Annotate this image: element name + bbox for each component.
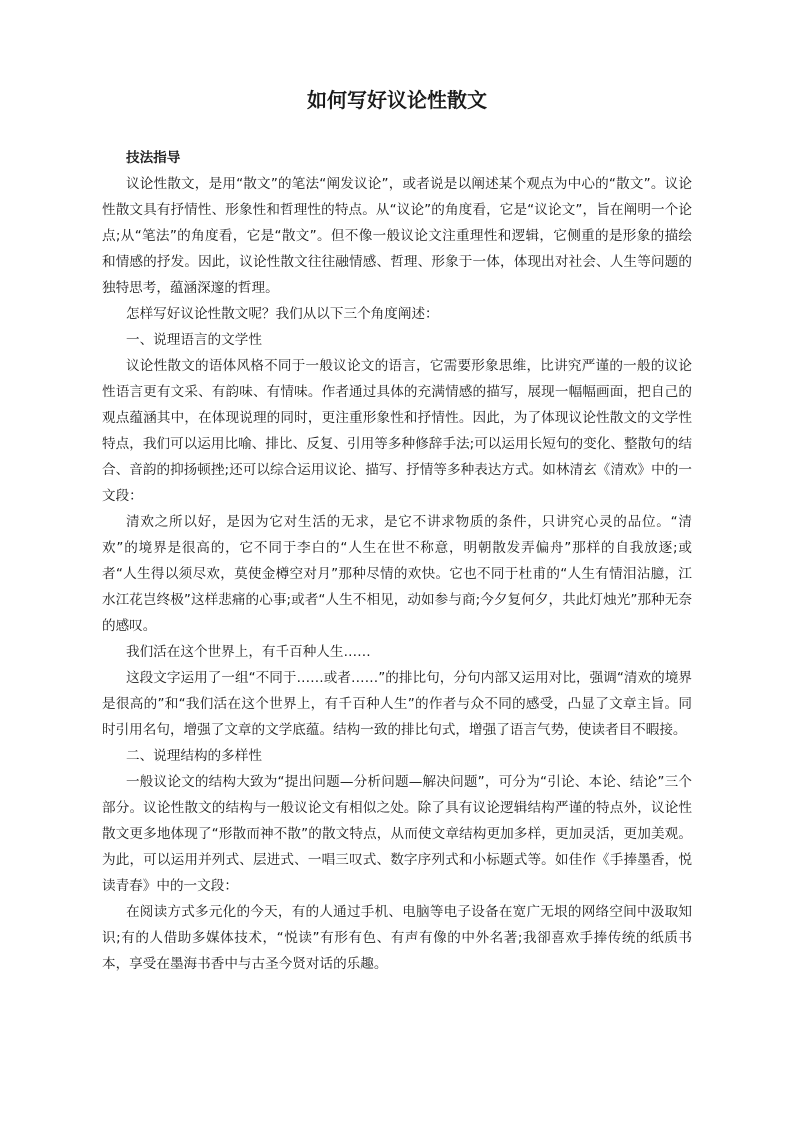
paragraph-definition: 议论性散文，是用“散文”的笔法“阐发议论”，或者说是以阐述某个观点为中心的“散文”。议论性散文具有抒情性、形象性和哲理性的特点。从“议论”的角度看，它是“议论文”，旨在阐明一个论点;从“笔法”的角度看，它是“散文”。但不像一般议论文注重理性和逻辑，它侧重的是形象的描绘和情感的抒发。因此，议论性散文往往融情感、哲理、形象于一体，体现出对社会、人生等问题的独特思考，蕴涵深邃的哲理。 xyxy=(102,176,692,296)
paragraph-structure-variety: 一般议论文的结构大致为“提出问题—分析问题—解决问题”，可分为“引论、本论、结论”三个部分。议论性散文的结构与一般议论文有相似之处。除了具有议论逻辑结构严谨的特点外，议论性散文更多地体现了“形散而神不散”的散文特点，从而使文章结构更加多样，更加灵活，更加美观。为此，可以运用并列式、层进式、一唱三叹式、数字序列式和小标题式等。如佳作《手捧墨香，悦读青春》中的一文段： xyxy=(102,774,692,894)
paragraph-qinghuan-closing: 我们活在这个世界上，有千百种人生…… xyxy=(126,644,371,660)
subheading-structure-variety: 二、说理结构的多样性 xyxy=(126,748,262,764)
paragraph-excerpt-analysis: 这段文字运用了一组“不同于……或者……”的排比句，分句内部又运用对比，强调“清欢的境界是很高的”和“我们活在这个世界上，有千百种人生”的作者与众不同的感受，凸显了文章主旨。同时引用名句，增强了文章的文学底蕴。结构一致的排比句式，增强了语言气势，使读者目不暇接。 xyxy=(102,670,692,738)
section-heading-techniques: 技法指导 xyxy=(126,150,181,166)
paragraph-literary-language: 议论性散文的语体风格不同于一般议论文的语言，它需要形象思维，比讲究严谨的一般的议论性语言更有文采、有韵味、有情味。作者通过具体的充满情感的描写，展现一幅幅画面，把自己的观点蕴涵其中，在体现说理的同时，更注重形象性和抒情性。因此，为了体现议论性散文的文学性特点，我们可以运用比喻、排比、反复、引用等多种修辞手法;可以运用长短句的变化、整散句的结合、音韵的抑扬顿挫;还可以综合运用议论、描写、抒情等多种表达方式。如林清玄《清欢》中的一文段： xyxy=(102,358,692,504)
document-title: 如何写好议论性散文 xyxy=(307,88,487,112)
paragraph-intro-question: 怎样写好议论性散文呢？我们从以下三个角度阐述： xyxy=(126,306,439,322)
subheading-literary-language: 一、说理语言的文学性 xyxy=(126,332,262,348)
paragraph-qinghuan-excerpt: 清欢之所以好，是因为它对生活的无求，是它不讲求物质的条件，只讲究心灵的品位。“清欢”的境界是很高的，它不同于李白的“人生在世不称意，明朝散发弄偏舟”那样的自我放逐;或者“人生得以须尽欢，莫使金樽空对月”那种尽情的欢快。它也不同于杜甫的“人生有情泪沾臆，江水江花岂终极”这样悲痛的心事;或者“人生不相见，动如参与商;今夕复何夕，共此灯烛光”那种无奈的感叹。 xyxy=(102,514,692,634)
document-body xyxy=(102,145,692,977)
paragraph-reading-excerpt: 在阅读方式多元化的今天，有的人通过手机、电脑等电子设备在宽广无垠的网络空间中汲取知识;有的人借助多媒体技术，“悦读”有形有色、有声有像的中外名著;我卻喜欢手捧传统的纸质书本，享受在墨海书香中与古圣今贤对话的乐趣。 xyxy=(102,904,692,972)
